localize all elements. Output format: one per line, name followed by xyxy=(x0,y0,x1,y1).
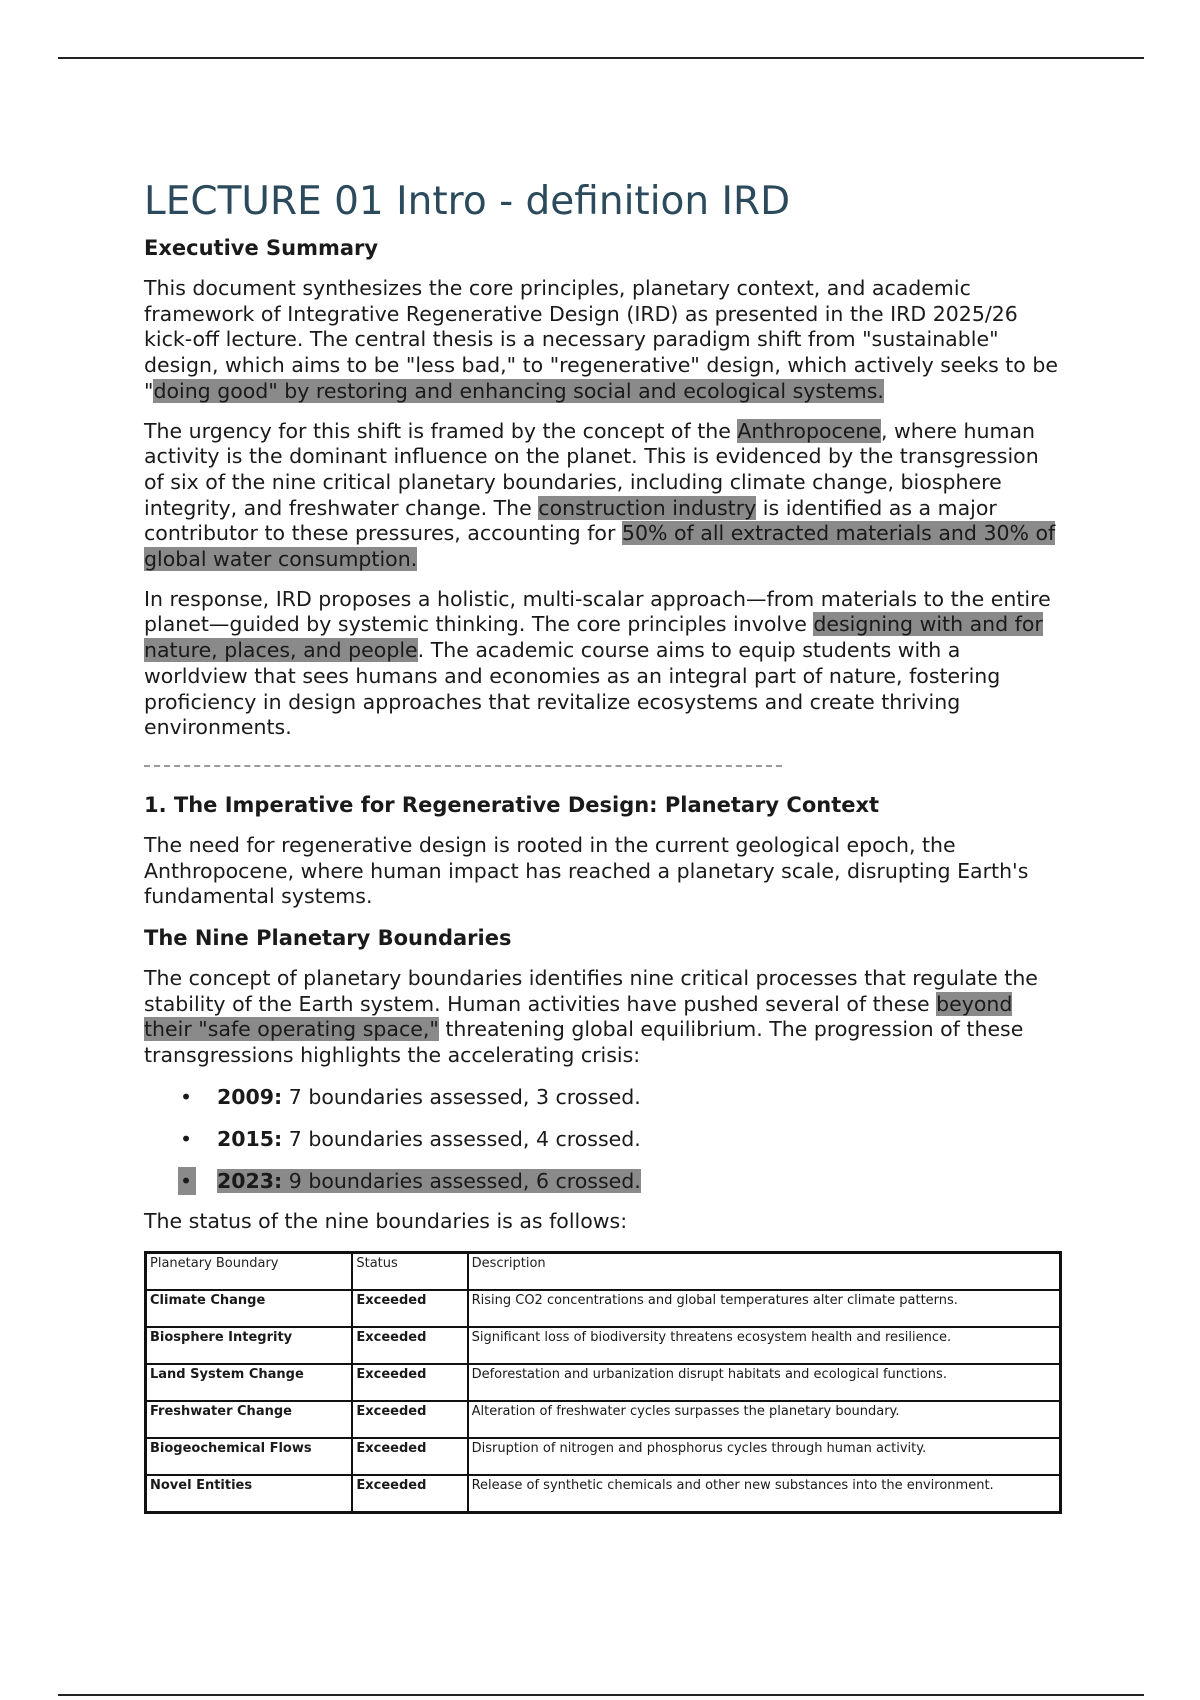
table-cell-boundary: Novel Entities xyxy=(146,1475,352,1512)
table-cell-status: Exceeded xyxy=(352,1438,467,1475)
table-cell-boundary: Biogeochemical Flows xyxy=(146,1438,352,1475)
executive-summary-heading: Executive Summary xyxy=(144,236,379,260)
list-item-year: 2015: xyxy=(217,1126,283,1151)
highlight-doing-good: doing good" by restoring and enhancing social and ecological systems. xyxy=(153,378,884,403)
bullet-icon: • xyxy=(180,1126,193,1151)
summary-paragraph-2 xyxy=(144,419,1064,573)
table-row xyxy=(146,1401,1060,1438)
table-cell-status: Exceeded xyxy=(352,1290,467,1327)
table-header-cell: Description xyxy=(468,1253,1060,1290)
table-intro: The status of the nine boundaries is as follows: xyxy=(144,1208,628,1233)
table-cell-boundary: Freshwater Change xyxy=(146,1401,352,1438)
table-row xyxy=(146,1364,1060,1401)
table-cell-description: Deforestation and urbanization disrupt habitats and ecological functions. xyxy=(468,1364,1060,1401)
pb-text-b: threatening global equilibrium. The progression of these transgressions highlights the accelerating crisis: xyxy=(144,1017,1024,1068)
summary-p2-text-b: , where human activity is the dominant influence on the planet. This is evidenced by the transgression of six of the nine critical planetary boundaries, including climate change, biosphere integrity, and freshwater change. The xyxy=(144,418,1039,520)
list-item-year: 2023: xyxy=(217,1168,283,1193)
list-item-text: 7 boundaries assessed, 3 crossed. xyxy=(282,1084,641,1109)
table-cell-description: Significant loss of biodiversity threatens ecosystem health and resilience. xyxy=(468,1327,1060,1364)
planetary-boundaries-heading: The Nine Planetary Boundaries xyxy=(144,926,512,951)
pb-text-a: The concept of planetary boundaries identifies nine critical processes that regulate the stability of the Earth system. Human activities have pushed several of these xyxy=(144,966,1038,1016)
page-title: LECTURE 01 Intro - definition IRD xyxy=(144,179,791,224)
table-header-cell: Planetary Boundary xyxy=(146,1253,352,1290)
page-bottom-rule xyxy=(58,1694,1144,1696)
highlight-safe-operating-space: beyond their "safe operating space," xyxy=(144,991,1013,1042)
bullet-icon: • xyxy=(178,1167,196,1195)
list-item xyxy=(144,1125,1064,1153)
list-item-text: 9 boundaries assessed, 6 crossed. xyxy=(282,1168,641,1193)
section-1-heading: 1. The Imperative for Regenerative Design: Planetary Context xyxy=(144,792,880,817)
table-cell-description: Rising CO2 concentrations and global temperatures alter climate patterns. xyxy=(468,1290,1060,1327)
summary-p3-text-b: . The academic course aims to equip students with a worldview that sees humans and economies as an integral part of nature, fostering proficiency in design approaches that revitalize ecosystems and create thriving environments. xyxy=(144,638,1001,740)
highlight-construction-industry: construction industry xyxy=(538,495,757,520)
table-cell-description: Disruption of nitrogen and phosphorus cycles through human activity. xyxy=(468,1438,1060,1475)
table-cell-status: Exceeded xyxy=(352,1475,467,1512)
list-item-year: 2009: xyxy=(217,1084,283,1109)
table-row xyxy=(146,1475,1060,1512)
table-cell-status: Exceeded xyxy=(352,1327,467,1364)
summary-paragraph-1 xyxy=(144,276,1064,405)
bullet-icon: • xyxy=(180,1084,193,1109)
table-cell-description: Release of synthetic chemicals and other new substances into the environment. xyxy=(468,1475,1060,1512)
planetary-boundaries-table xyxy=(144,1251,1062,1514)
highlight-2023 xyxy=(217,1169,641,1193)
table-row xyxy=(146,1290,1060,1327)
summary-p1-text: This document synthesizes the core principles, planetary context, and academic framework of Integrative Regenerative Design (IRD) as presented in the IRD 2025/26 kick-off lecture. The central thesis is a necessary paradigm shift from "sustainable" design, which aims to be "less bad," to "regenerative" design, which actively seeks to be " xyxy=(144,276,1058,403)
table-cell-description: Alteration of freshwater cycles surpasses the planetary boundary. xyxy=(468,1401,1060,1438)
highlight-anthropocene: Anthropocene xyxy=(737,418,881,443)
table-cell-boundary: Biosphere Integrity xyxy=(146,1327,352,1364)
table-header-row xyxy=(146,1253,1060,1290)
summary-paragraph-3 xyxy=(144,587,1064,741)
summary-p3-text-a: In response, IRD proposes a holistic, multi-scalar approach—from materials to the entire planet—guided by systemic thinking. The core principles involve xyxy=(144,586,1051,637)
highlight-designing-with-nature: designing with and for nature, places, and people xyxy=(144,612,1043,663)
highlight-materials-water: 50% of all extracted materials and 30% of global water consumption. xyxy=(144,521,1056,572)
list-item xyxy=(144,1167,1064,1195)
table-cell-status: Exceeded xyxy=(352,1401,467,1438)
section-1-intro: The need for regenerative design is rooted in the current geological epoch, the Anthropocene, where human impact has reached a planetary scale, disrupting Earth's fundamental systems. xyxy=(144,832,1029,909)
table-cell-status: Exceeded xyxy=(352,1364,467,1401)
list-item-text: 7 boundaries assessed, 4 crossed. xyxy=(282,1126,641,1151)
table-row xyxy=(146,1438,1060,1475)
page-top-rule xyxy=(58,57,1144,59)
summary-p2-text-c: is identified as a major contributor to these pressures, accounting for xyxy=(144,495,997,546)
table-header-cell: Status xyxy=(352,1253,467,1290)
table-row xyxy=(146,1327,1060,1364)
document-body xyxy=(144,178,1064,1514)
boundary-progression-list xyxy=(144,1083,1064,1195)
planetary-boundaries-paragraph xyxy=(144,966,1064,1069)
table-cell-boundary: Land System Change xyxy=(146,1364,352,1401)
summary-p2-text-a: The urgency for this shift is framed by the concept of the xyxy=(144,418,738,443)
section-divider xyxy=(144,765,782,767)
table-cell-boundary: Climate Change xyxy=(146,1290,352,1327)
list-item xyxy=(144,1083,1064,1111)
